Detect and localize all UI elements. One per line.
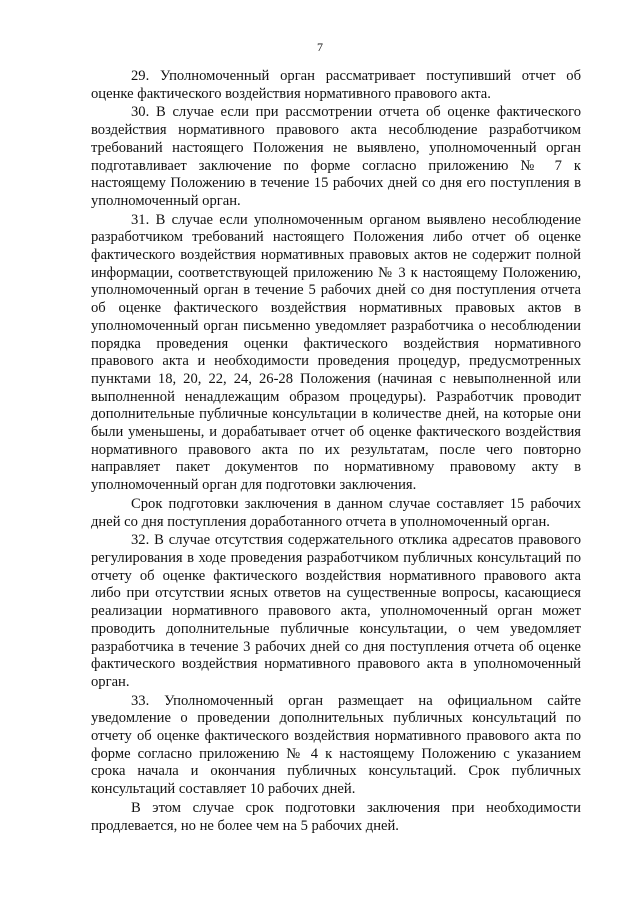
paragraph-31: 31. В случае если уполномоченным органом выявлено несоблюдение разработчиком требований настоящего Положения либо отчет об оценке фактического воздействия нормативных правовых актов не содержит полной информации, соответствующей приложению № 3 к настоящему Положению, уполномоченный орган в течение 5 рабочих дней со дня поступления отчета об оценке фактического воздействия нормативных правовых актов в уполномоченный орган письменно уведомляет разработчика о несоблюдении порядка проведения оценки фактического воздействия нормативного правового акта и необходимости проведения процедур, предусмотренных пунктами 18, 20, 22, 24, 26-28 Положения (начиная с невыполненной или выполненной ненадлежащим образом процедуры). Разработчик проводит дополнительные публичные консультации в количестве дней, на которые они были уменьшены, и дорабатывает отчет об оценке фактического воздействия нормативного правового акта по их результатам, после чего повторно направляет пакет документов по нормативному правовому акту в уполномоченный орган для подготовки заключения. [91,211,581,494]
paragraph-31-deadline: Срок подготовки заключения в данном случае составляет 15 рабочих дней со дня поступления доработанного отчета в уполномоченный орган. [91,495,581,530]
paragraph-33-extension: В этом случае срок подготовки заключения при необходимости продлевается, но не более чем на 5 рабочих дней. [91,799,581,834]
paragraph-29: 29. Уполномоченный орган рассматривает поступивший отчет об оценке фактического воздействия нормативного правового акта. [91,68,581,102]
paragraph-30: 30. В случае если при рассмотрении отчета об оценке фактического воздействия нормативного правового акта несоблюдение разработчиком требований настоящего Положения не выявлено, уполномоченный орган подготавливает заключение по форме согласно приложению № 7 к настоящему Положению в течение 15 рабочих дней со дня его поступления в уполномоченный орган. [91,104,581,209]
paragraph-33: 33. Уполномоченный орган размещает на официальном сайте уведомление о проведении дополнительных публичных консультаций по отчету об оценке фактического воздействия нормативного правового акта по форме согласно приложению № 4 к настоящему Положению с указанием срока начала и окончания публичных консультаций. Срок публичных консультаций составляет 10 рабочих дней. [91,692,581,798]
page-number: 7 [317,40,323,54]
document-body [91,68,581,835]
paragraph-32: 32. В случае отсутствия содержательного отклика адресатов правового регулирования в ходе проведения разработчиком публичных консультаций по отчету об оценке фактического воздействия нормативного правового акта либо при отсутствии ясных ответов на существенные вопросы, касающиеся реализации нормативного правового акта, уполномоченный орган может проводить дополнительные публичные консультации, о чем уведомляет разработчика в течение 3 рабочих дней со дня поступления отчета об оценке фактического воздействия нормативного правового акта в уполномоченный орган. [91,532,581,690]
